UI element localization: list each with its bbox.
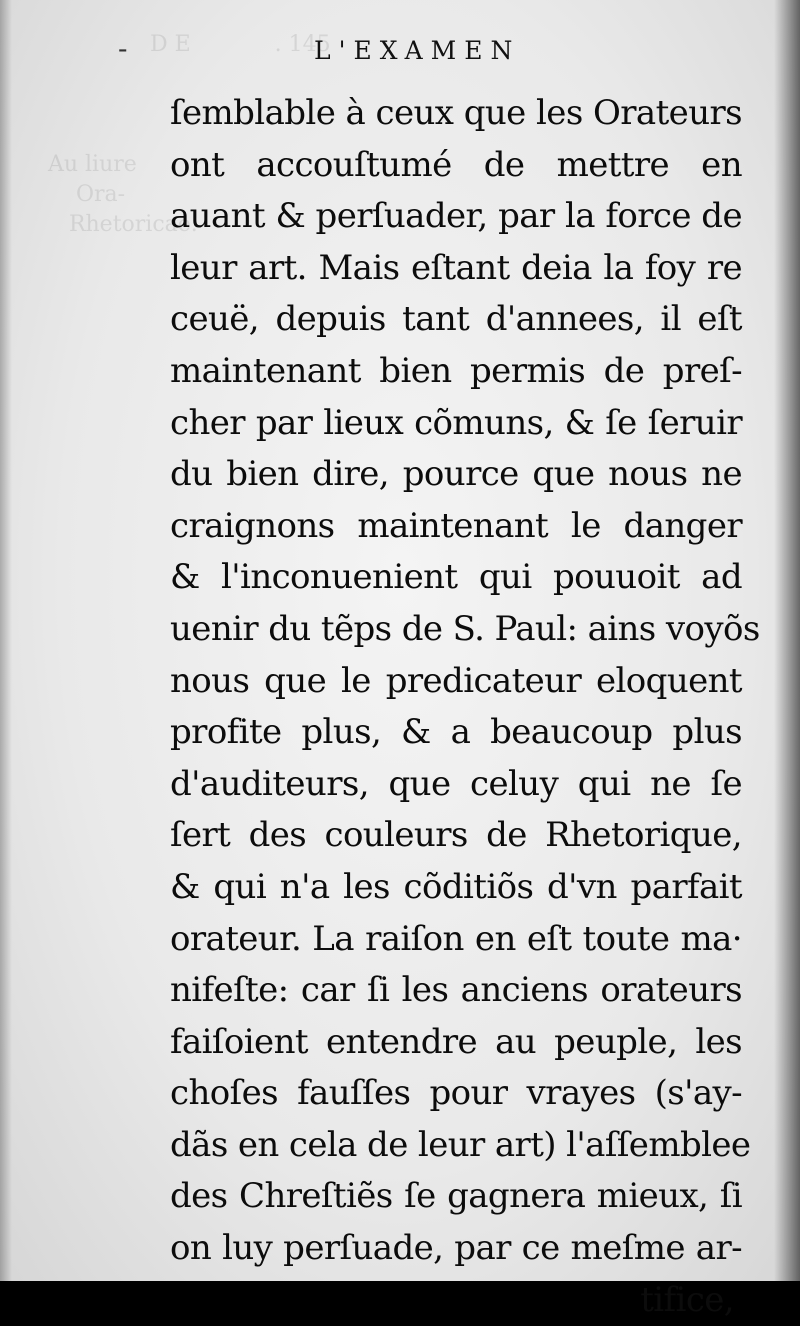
text-line: craignons maintenant le danger [170,505,742,546]
text-line: auant & perſuader, par la force de [170,196,742,237]
text-line: & l'inconuenient qui pouuoit ad [170,557,742,598]
text-line: uenir du tẽps de S. Paul: ains voyõs [170,608,760,649]
text-line: maintenant bien permis de preſ- [170,350,742,391]
gutter-shadow [0,0,12,1281]
body-text [170,88,760,1326]
show-through-header: D E . 145 [150,32,331,57]
text-line: choſes fauſſes pour vrayes (s'ay- [170,1073,742,1114]
text-line: faiſoient entendre au peuple, les [170,1021,742,1062]
text-line: ſemblable à ceux que les Orateurs [170,93,742,133]
text-line: profite plus, & a beaucoup plus [170,712,742,753]
page-edge-shadow [774,0,800,1281]
text-line: nous que le predicateur eloquent [170,660,742,701]
text-line: ont accouſtumé de mettre en [170,144,742,185]
show-through-margin-note: Au liure Ora- Rhetoricae. [47,152,198,237]
text-line: dãs en cela de leur art) l'aſſemblee [170,1124,751,1165]
text-line: des Chreſtiẽs ſe gagnera mieux, ſi [170,1176,742,1217]
running-head: L'EXAMEN [314,36,521,65]
header-mark: - [118,32,128,65]
text-line: ſert des couleurs de Rhetorique, [170,815,742,856]
text-line: du bien dire, pource que nous ne [170,454,742,495]
text-line: d'auditeurs, que celuy qui ne ſe [170,763,742,804]
text-line: orateur. La raiſon en eſt toute ma· [170,918,742,959]
text-line: ceuë, depuis tant d'annees, il eſt [170,299,742,340]
text-line: on luy perſuade, par ce meſme ar- [170,1228,742,1269]
text-line-last: tifice, [640,1279,734,1320]
text-line: nifeſte: car ſi les anciens orateurs [170,970,742,1011]
text-line: leur art. Mais eſtant deia la foy re [170,247,742,288]
text-line: cher par lieux cõmuns, & ſe ſeruir [170,402,742,443]
text-line: & qui n'a les cõditiõs d'vn parfait [170,866,742,907]
